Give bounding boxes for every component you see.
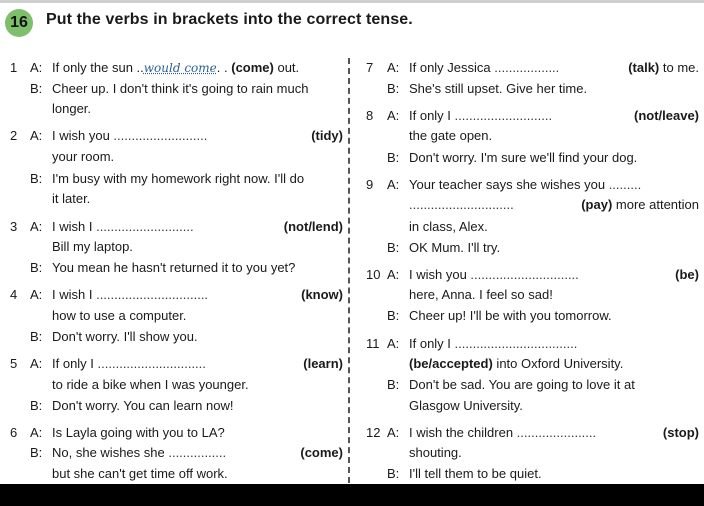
- answer-blank: ..................: [494, 60, 560, 75]
- answer-blank: ...........................: [454, 108, 553, 123]
- answer-blank: .........: [608, 177, 642, 192]
- answer-blank: ..............................: [97, 356, 206, 371]
- answer-blank: ......................: [516, 425, 597, 440]
- top-border: [0, 0, 704, 3]
- exercise-number-badge: 16: [5, 9, 33, 37]
- answer-blank: ...........................: [96, 219, 194, 234]
- answer-blank: ................: [168, 445, 227, 460]
- bottom-black-bar: [0, 484, 704, 506]
- column-divider: [348, 58, 350, 483]
- exercise-title: Put the verbs in brackets into the correct tense.: [46, 11, 413, 28]
- answer-blank: .............................: [409, 197, 514, 212]
- handwritten-answer: would come: [143, 61, 217, 75]
- answer-blank: ..................................: [454, 336, 578, 351]
- answer-blank: ..............................: [470, 267, 579, 282]
- answer-blank: ..........................: [113, 128, 208, 143]
- answer-blank: ...............................: [96, 287, 209, 302]
